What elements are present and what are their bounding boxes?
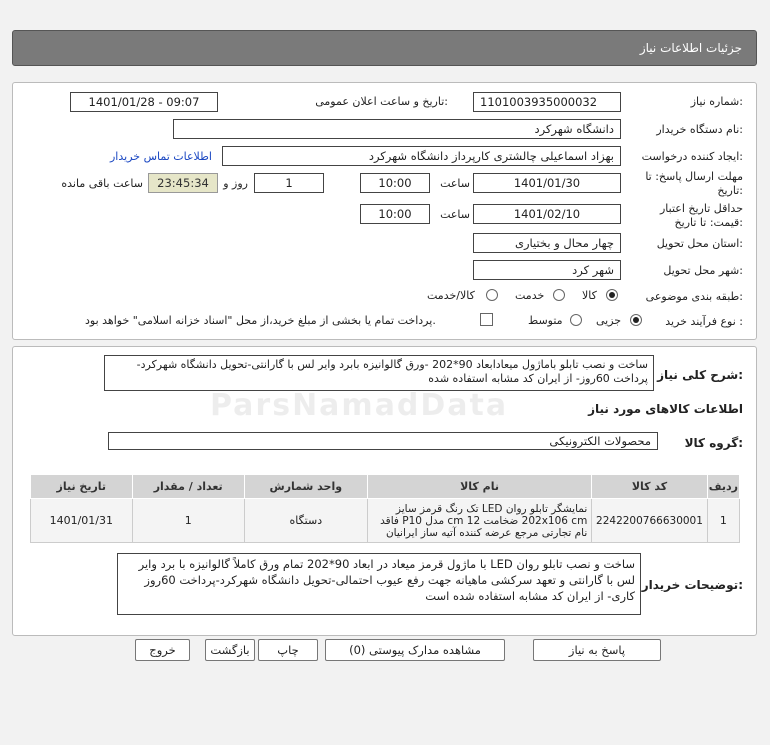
- goods-group-field: محصولات الکترونیکی: [108, 432, 658, 450]
- summary-label: شرح کلی نیاز:: [657, 368, 743, 382]
- goods-table: [30, 474, 740, 543]
- days-label: روز و: [223, 177, 248, 190]
- treasury-payment-checkbox[interactable]: [480, 313, 493, 326]
- col-code: کد کالا: [592, 475, 707, 499]
- row-qty: 1: [132, 499, 244, 543]
- col-index: ردیف: [707, 475, 739, 499]
- validity-time-field: 10:00: [360, 204, 430, 224]
- validity-date-field: 1401/02/10: [473, 204, 621, 224]
- col-unit: واحد شمارش: [244, 475, 367, 499]
- deadline-time-field: 10:00: [360, 173, 430, 193]
- city-field: شهر کرد: [473, 260, 621, 280]
- row-name: نمایشگر تابلو روان LED تک رنگ قرمز سایز 202x106 cm ضخامت 12 cm مدل P10 فاقد نام تجارتی مرجع عرضه کننده آتیه ساز ایرانیان: [367, 499, 592, 543]
- deadline-label-2: تاریخ:: [717, 184, 743, 197]
- goods-group-label: گروه کالا:: [684, 436, 743, 450]
- creator-label: ایجاد کننده درخواست:: [641, 150, 743, 163]
- goods-info-title: اطلاعات کالاهای مورد نیاز: [588, 402, 743, 416]
- attachments-button[interactable]: مشاهده مدارک پیوستی (0): [325, 639, 505, 661]
- category-option-service: خدمت: [515, 289, 545, 302]
- back-button[interactable]: بازگشت: [205, 639, 255, 661]
- deadline-date-field: 1401/01/30: [473, 173, 621, 193]
- table-row: [31, 499, 740, 543]
- print-button[interactable]: چاپ: [258, 639, 318, 661]
- category-radio-goods-service[interactable]: [486, 289, 498, 301]
- validity-label-2: قیمت: تا تاریخ:: [674, 216, 743, 229]
- creator-field: بهزاد اسماعیلی چالشتری کارپرداز دانشگاه شهرکرد: [222, 146, 621, 166]
- category-radio-service[interactable]: [553, 289, 565, 301]
- process-label: نوع فرآیند خرید :: [665, 315, 743, 328]
- process-option-medium: متوسط: [528, 314, 563, 327]
- treasury-payment-note: پرداخت تمام یا بخشی از مبلغ خرید،از محل "اسناد خزانه اسلامی" خواهد بود.: [85, 314, 436, 327]
- deadline-time-label: ساعت: [440, 177, 470, 190]
- col-qty: تعداد / مقدار: [132, 475, 244, 499]
- need-number-label: شماره نیاز:: [690, 95, 743, 108]
- header-bar: [12, 30, 757, 66]
- category-option-goods: کالا: [582, 289, 597, 302]
- summary-text: ساخت و نصب تابلو باماژول میعادابعاد 90*202 -ورق گالوانیزه بابرد وایر لس با گارانتی-تحویل دانشگاه شهرکرد-پرداخت 60روز- از ایران کد مشابه استفاده شده: [104, 355, 654, 391]
- col-name: نام کالا: [367, 475, 592, 499]
- process-radio-medium[interactable]: [570, 314, 582, 326]
- row-index: 1: [707, 499, 739, 543]
- reply-button[interactable]: پاسخ به نیاز: [533, 639, 661, 661]
- row-unit: دستگاه: [244, 499, 367, 543]
- buyer-notes-label: توضیحات خریدار:: [641, 578, 743, 592]
- goods-table-header: [31, 475, 740, 499]
- buyer-notes-text: ساخت و نصب تابلو روان LED با ماژول قرمز میعاد در ابعاد 90*202 تمام ورق کاملاً گالوانیزه با برد وایر لس با گارانتی و تعهد سرکشی ماهیانه جهت رفع عیوب احتمالی-تحویل دانشگاه شهرکرد-پرداخت 60روز کاری- از ایران کد مشابه استفاده شده است: [117, 553, 641, 615]
- category-option-goods-service: کالا/خدمت: [427, 289, 475, 302]
- days-field: 1: [254, 173, 324, 193]
- category-label: طبقه بندی موضوعی:: [645, 290, 743, 303]
- contact-buyer-link[interactable]: اطلاعات تماس خریدار: [110, 150, 212, 163]
- city-label: شهر محل تحویل:: [663, 264, 743, 277]
- need-number-field: 1101003935000032: [473, 92, 621, 112]
- deadline-label-1: مهلت ارسال پاسخ: تا: [645, 170, 743, 183]
- announce-label: تاریخ و ساعت اعلان عمومی:: [315, 95, 448, 108]
- remaining-timer: 23:45:34: [148, 173, 218, 193]
- validity-time-label: ساعت: [440, 208, 470, 221]
- process-option-minor: جزیی: [596, 314, 622, 327]
- province-field: چهار محال و بختیاری: [473, 233, 621, 253]
- col-date: تاریخ نیاز: [31, 475, 133, 499]
- province-label: استان محل تحویل:: [656, 237, 743, 250]
- process-radio-minor[interactable]: [630, 314, 642, 326]
- announce-field: 1401/01/28 - 09:07: [70, 92, 218, 112]
- exit-button[interactable]: خروج: [135, 639, 190, 661]
- validity-label-1: حداقل تاریخ اعتبار: [659, 202, 743, 215]
- row-code: 2242200766630001: [592, 499, 707, 543]
- remaining-label: ساعت باقی مانده: [61, 177, 143, 190]
- page-title: جزئیات اطلاعات نیاز: [639, 41, 742, 55]
- category-radio-goods[interactable]: [606, 289, 618, 301]
- buyer-org-field: دانشگاه شهرکرد: [173, 119, 621, 139]
- row-date: 1401/01/31: [31, 499, 133, 543]
- buyer-org-label: نام دستگاه خریدار:: [656, 123, 743, 136]
